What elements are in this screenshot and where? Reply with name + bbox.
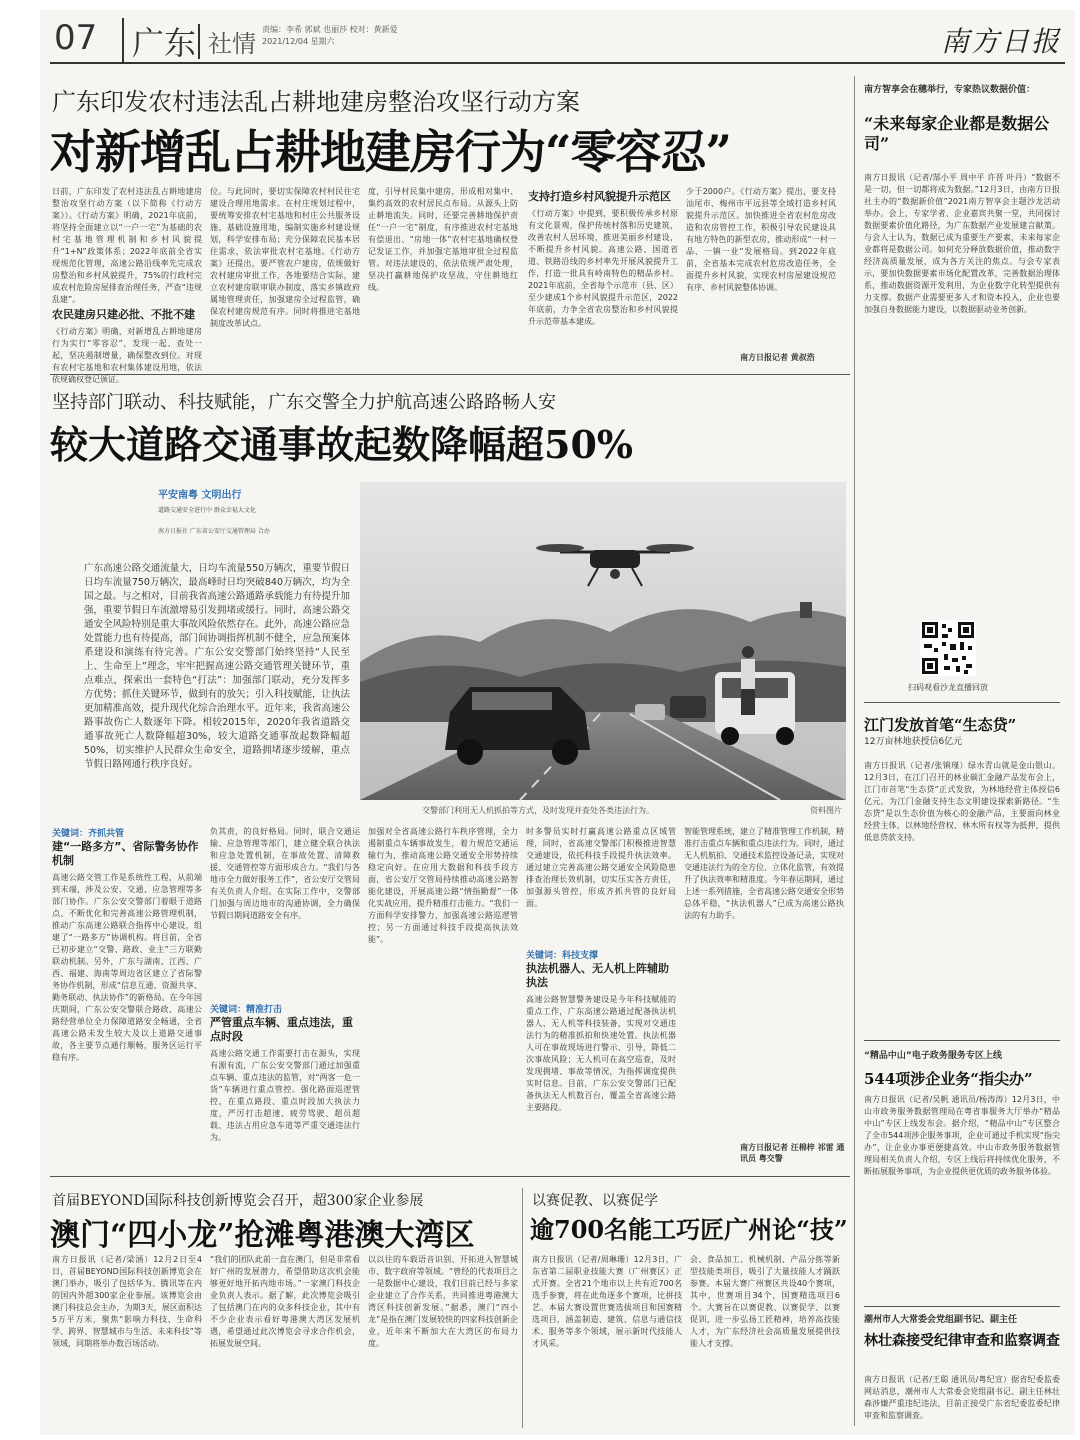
story2-col5: 智能管理系统，建立了精准管理工作机制，精准打击重点车辆和重点违法行为。同时，通过无人机航拍、交通技术监控设备记录，实现对交通违法行为的全方位、立体化监管，有效提升了执法效率和精准度。今年春运期间，通过上述一系列措施，全省高速公路交通安全形势总体平稳，“执法机器人”已成为高速公路执法的有力助手。 [684, 827, 844, 920]
keyword-2-title: 严管重点车辆、重点违法，重点时段 [210, 1016, 353, 1043]
story1-byline: 南方日报记者 黄叔浩 [740, 353, 815, 362]
story2-byline: 南方日报记者 汪棉梓 祁雷 通讯员 粤交警 [740, 1143, 845, 1163]
sidebar-s1-title: “未来每家企业都是数据公司” [864, 114, 1050, 153]
story2-headline: 较大道路交通事故起数降幅超50% [50, 422, 633, 467]
story3-kicker: 首届BEYOND国际科技创新博览会召开，超300家企业参展 [52, 1193, 424, 1209]
story1-subhead2: 支持打造乡村风貌提升示范区 [528, 190, 671, 203]
story2-col2: 负其责，的良好格局。同时，联合交通运输、应急管理等部门，建立健全联合执法和应急处置机制，在事故处置、清障救援、交通管控等方面形成合力。“我们与各地市全力做好服务工作”，省公安厅交管局有关负责人介绍。在实际工作中，交警部门加强与周边地市的沟通协调，全力确保节假日期间道路安全有序。 [210, 827, 360, 920]
story4-col2: 会、食品加工、机械机制、产品分拣等新型技能类项目，吸引了大量技能人才踊跃参赛。本届大赛广州赛区共设40个赛项，其中，世赛项目34个，国赛精选项目6个。大赛旨在以赛促教、以赛促学、以赛促训，进一步弘扬工匠精神，培养高技能人才，为广东经济社会高质量发展提供技能人才支撑。 [690, 1255, 840, 1348]
story1-intro: 日前，广东印发了农村违法乱占耕地建房整治攻坚行动方案（以下简称《行动方案》）。《行动方案》明确，2021年底前，将坚持全面建立以“一户一宅”为基础的农村宅基地管理机制和乡村风貌提升“1+N”政策体系；2022年底前全省实现规范化管理，高速公路沿线率先完成农房整治和乡村风貌提升，75%的行政村完成农村危险房屋排查治理任务，严查“违规乱建”。 [52, 187, 202, 304]
sidebar-s2-title: 江门发放首笔“生态贷” [864, 716, 1017, 734]
keyword-1: 关键词：齐抓共管 [52, 829, 125, 839]
drone-traffic-photo [360, 482, 846, 800]
qr-code-drawing [920, 620, 976, 676]
sidebar-s4-title: 林壮森接受纪律审查和监察调查 [864, 1333, 1060, 1349]
sidebar-s3-intro: “精品中山”电子政务服务专区上线 [864, 1051, 1002, 1061]
story1-kicker: 广东印发农村违法乱占耕地建房整治攻坚行动方案 [52, 88, 580, 116]
story3-col2: “我们的团队此前一直在澳门，但是非常看好广州的发展潜力，希望借助这次机会能够更好地开拓内地市场。”一家澳门科技企业负责人表示。据了解，此次博览会吸引了包括澳门在内的众多科技企业，其中有不少企业表示看好粤港澳大湾区发展机遇，希望通过此次博览会寻求合作机会，拓展发展空间。 [210, 1255, 360, 1348]
story2-col1: 高速公路交管工作是系统性工程，从前端到末端，涉及公安、交通、应急管理等多部门协作。广东公安交警部门着眼于道路点、不断优化和完善高速公路管理机制，推动广东高速公路联合指挥中心建设，组建了“一路多方”协调机构。将目前，全省已初步建立“交警、路政、业主”三方联勤联动机制。另外，广东与湖南、江西、广西、福建、海南等周边省区建立了省际警务协作机制，形成“信息互通、资源共享、勤务联动、执法协作”的新格局。在今年国庆期间，广东公安交警联合路政、高速公路经营单位全力保障道路安全畅通，全省高速公路未发生较大及以上道路交通事故，各主要节点通行顺畅，服务区运行平稳有序。 [52, 873, 202, 1062]
campaign-subslogan: 道路交通安全进行中 群众幸福大文化 [158, 507, 256, 514]
qr-caption: 扫码观看沙龙直播回放 [908, 683, 988, 692]
story2-lead: 广东高速公路交通流量大，日均车流量550万辆次，重要节假日日均车流量750万辆次，最高峰时日均突破840万辆次，均为全国之最。与之相对，目前我省高速公路通路承载能力有待提升加强，重要节假日车流激增易引发拥堵或缓行。同时，高速公路交通安全风险特别是重大事故风险依然存在。此外，高速公路应急处置能力也有待提高，部门间协调指挥机制不健全，应急预案体系建设和演练有待完善。广东公安交警部门始终坚持“人民至上、生命至上”理念，牢牢把握高速公路交通管理关键环节，重点难点，探索出一套特色“打法”：加强部门联动，充分发挥多方优势；抓住关键环节，做到有的放矢；引入科技赋能，让执法更加精准高效，提升现代化综合治理水平。近年来，我省高速公路事故伤亡人数逐年下降。相较2015年，2020年我省道路交通事故死亡人数降幅超30%，较大道路交通事故起数降幅超50%，切实维护人民群众生命安全，道路拥堵逐步缓解，重点节假日路网通行秩序良好。 [84, 563, 351, 770]
sidebar-divider-3 [864, 1306, 1060, 1307]
campaign-slogan: 平安南粤 文明出行 [158, 490, 242, 501]
divider [50, 1176, 850, 1177]
story4-kicker: 以赛促教、以赛促学 [532, 1193, 658, 1209]
story1-headline: 对新增乱占耕地建房行为“零容忍” [50, 125, 731, 179]
editor-line: 责编：李希 郭斌 也丽莎 校对：黄新爱 [262, 25, 398, 34]
story4-headline: 逾700名能工巧匠广州论“技” [530, 1215, 848, 1244]
sidebar-s1-body: 南方日报讯（记者/郜小平 周中平 许晋 叶丹）“数据不是一切，但一切都将成为数据。”12月3日，由南方日报社主办的“数据新价值”2021南方智享会主题沙龙活动举办。会上，专家学者、企业嘉宾共聚一堂，共同探讨数据要素价值化路径，为广东数据产业发展建言献策。与会人士认为，数据已成为重要生产要素，未来每家企业都将是数据公司。如何充分释放数据价值，推动数字经济高质量发展，成为各方关注的焦点。与会专家表示，要加快数据要素市场化配置改革，完善数据治理体系，推动数据资源开发利用，为企业数字化转型提供有力支撑。数据产业需要更多人才和资本投入，企业也要加强自身数据能力建设，以数据驱动业务创新。 [864, 173, 1060, 314]
story1-col3: 度，引导村民集中建房，形成相对集中、集约高效的农村居民点布局。从源头上防止耕地流失。同时，还要完善耕地保护责任“一户一宅”制度，有序推进农村宅基地有偿退出、“房地一体”农村宅基地确权登记发证工作，并加强宅基地审批全过程监管。对违法建设的，依法依规严肃处理，坚决打赢耕地保护攻坚战，守住耕地红线。 [368, 187, 518, 292]
sidebar-s3-title: 544项涉企业务“指尖办” [864, 1070, 1033, 1088]
sidebar-s2-body: 南方日报讯（记者/张镇瑾）绿水青山就是金山银山。12月3日，在江门召开的林业碳汇金融产品发布会上，江门市首笔“生态贷”正式发放，为林地经营主体授信6亿元，为江门金融支持生态文明建设探索新路径。“生态贷”是以生态价值为核心的金融产品，主要面向林业经营主体，以林地经营权、林木所有权等为抵押，提供低息贷款支持。 [864, 761, 1060, 842]
story3-col1: 南方日报讯（记者/梁涵）12月2日至4日，首届BEYOND国际科技创新博览会在澳门举办，吸引了包括华为、腾讯等在内的国内外超300家企业参展。该博览会由澳门科技总会主办，为期3天，展区面积达5万平方米，聚焦“影响力科技、生命科学、跨界、智慧城市与生活、未来科技”等领域，同期将举办数百场活动。 [52, 1255, 202, 1348]
story2-col2b: 高速公路交通工作需要打击在源头，实现有源有流，广东公安交警部门通过加强重点车辆、重点违法的监管，对“两客一危一货”车辆进行重点管控。强化路面巡逻管控，在重点路段、重点时段加大执法力度，严厉打击超速、疲劳驾驶、超员超载、违法占用应急车道等严重交通违法行为。 [210, 1049, 360, 1142]
story3-col3: 以以往的车载语音识别、开拓进入智慧城市、数字政府等领域。“曾经的代表项目之一是数据中心建设，我们目前已经与多家企业建立了合作关系，共同推进粤港澳大湾区科技创新发展。”据悉，澳门“四小龙”是指在澳门发展较快的四家科技创新企业，近年来不断加大在大湾区的布局力度。 [368, 1255, 518, 1348]
divider [50, 374, 850, 375]
story4-col1: 南方日报讯（记者/周琳珊）12月3日，广东省第二届职业技能大赛（广州赛区）正式开赛。全省21个地市以上共有近700名选手参赛，将在此角逐多个赛项，比拼技艺。本届大赛设置世赛选拔项目和国赛精选项目，涵盖制造、建筑、信息与通信技术、服务等多个领域，展示新时代技能人才风采。 [532, 1255, 682, 1348]
edition-meta [262, 24, 398, 48]
subsection-name: 社情 [198, 24, 256, 59]
sidebar-s1-intro: 南方智享会在穗举行，专家热议数据价值： [864, 85, 1036, 95]
story1-subhead: 农民建房只建必批、不批不建 [52, 308, 195, 321]
sidebar-s4-intro: 潮州市人大常委会党组副书记、副主任 [864, 1315, 1018, 1325]
story2-col4b: 高速公路智慧警务建设是今年科技赋能的重点工作，广东高速公路通过配备执法机器人、无人机等科技装备，实现对交通违法行为的精准抓拍和快速处置。执法机器人可在事故现场进行警示、引导，降低二次事故风险；无人机可在高空巡查，及时发现拥堵、事故等情况，为指挥调度提供实时信息。目前，广东公安交警部门已配备执法无人机数百台，覆盖全省高速公路主要路段。 [526, 995, 676, 1112]
sidebar-divider [854, 76, 855, 1426]
qr-code-icon[interactable] [920, 620, 976, 676]
keyword-2: 关键词：精准打击 [210, 1005, 283, 1015]
masthead [50, 16, 1065, 64]
story1-col2: 位。与此同时，要切实保障农村村民住宅建设合理用地需求。在村庄规划过程中，要统筹安排农村宅基地和村庄公共服务设施、基础设施用地，编制实施乡村建设规划，科学安排布局；充分保障农民基本居住需求，依法审批农村宅基地。《行动方案》还提出，要严管农户建房，依规做好农村建房审批工作，各地要结合实际，建立农村建房联审联办制度，落实乡镇政府属地管理责任，加强建房全过程监管，确保农村建房规范有序。同时将推进宅基地制度改革试点。 [210, 187, 360, 328]
column-divider [522, 1188, 523, 1428]
campaign-logo [158, 486, 348, 540]
sidebar-s3-body: 南方日报讯（记者/吴帆 通讯员/杨涛涛）12月3日，中山市政务服务数据管理局在粤省事服务大厅举办“精品中山”专区上线发布会。据介绍，“精品中山”专区整合了全市544项涉企服务事项，企业可通过手机实现“指尖办”，让企业办事更便捷高效。中山市政务服务数据管理局相关负责人介绍，专区上线后将持续优化服务，不断拓展服务事项，为企业提供更优质的政务服务体验。 [864, 1095, 1060, 1176]
story1-col5: 少于2000户。《行动方案》提出，要支持汕尾市、梅州市平远县等全域打造乡村风貌提升示范区。加快推进全省农村危房改造和农房管控工作，积极引导农民建设具有地方特色的新型农房，推动形成“一村一品、一镇一业”发展格局。到2022年底前，全省基本完成农村危房改造任务，全面提升乡村风貌，实现农村房屋建设规范有序、乡村风貌整体协调。 [686, 187, 836, 292]
sidebar-s4-body: 南方日报讯（记者/王聪 通讯员/粤纪宣）据省纪委监委网站消息，潮州市人大常委会党组副书记、副主任林壮森涉嫌严重违纪违法，目前正接受广东省纪委监委纪律审查和监察调查。 [864, 1375, 1060, 1420]
story2-kicker: 坚持部门联动、科技赋能，广东交警全力护航高速公路路畅人安 [52, 392, 556, 413]
page-number: 07 [54, 18, 98, 58]
story3-headline: 澳门“四小龙”抢滩粤港澳大湾区 [50, 1218, 475, 1253]
newspaper-page [40, 10, 1075, 1435]
keyword-1-title: 建“一路多方”、省际警务协作机制 [52, 840, 199, 867]
story2-col4: 时多警员实时打赢高速公路重点区域管理，同时，省高速交警部门积极推进智慧交通建设，依托科技手段提升执法效率。通过建立完善高速公路交通安全风险隐患排查治理长效机制，切实压实各方责任，加强源头管控，形成齐抓共管的良好局面。 [526, 827, 676, 908]
sidebar-s2-sub: 12万亩林地获授信6亿元 [864, 737, 963, 747]
photo-caption: 交警部门利用无人机抓拍等方式，及时发现并查处各类违法行为。 [422, 806, 654, 815]
section-name: 广东 [122, 18, 196, 64]
campaign-organizers: 南方日报社 广东省公安厅交通管理局 合办 [158, 528, 270, 535]
date-line: 2021/12/04 星期六 [262, 37, 335, 46]
keyword-3-title: 执法机器人、无人机上阵辅助执法 [526, 962, 669, 989]
story1-col1: 《行动方案》明确，对新增乱占耕地建房行为实行“零容忍”，发现一起、查处一起，坚决遏制增量，确保整改到位。对现有农村宅基地和农村集体建设用地，依法依规确权登记颁证。 [52, 327, 202, 384]
sidebar-divider-2 [864, 1040, 1060, 1041]
photo-drawing [360, 482, 846, 800]
story2-col3: 加强对全省高速公路行车秩序管理，全力遏制重点车辆事故发生，着力规范交通运输行为，推动高速公路交通安全形势持续稳定向好。在应用大数据和科技手段方面，省公安厅交管局持续推动高速公路智能化建设，开展高速公路“情指勤督”一体化实战应用，提升精准打击能力。“我们一方面科学安排警力，加强高速公路巡逻管控；另一方面通过科技手段提高执法效能”。 [368, 827, 518, 944]
keyword-3: 关键词：科技支撑 [526, 951, 599, 961]
story1-col4: 《行动方案》中提到，要积极传承乡村原有文化景观，保护传统村落和历史建筑，改善农村人居环境，推进美丽乡村建设，不断提升乡村风貌。高速公路、国道省道、铁路沿线的乡村率先开展风貌提升工作，打造一批具有岭南特色的精品乡村。2021年底前，全省每个示范市（县、区）至少建成1个乡村风貌提升示范区，2022年底前，力争全省农房整治和乡村风貌提升示范带基本建成。 [528, 209, 678, 326]
newspaper-logo: 南方日报 [940, 25, 1061, 58]
sidebar-divider-1 [864, 702, 1060, 703]
photo-credit: 资料图片 [810, 806, 842, 815]
